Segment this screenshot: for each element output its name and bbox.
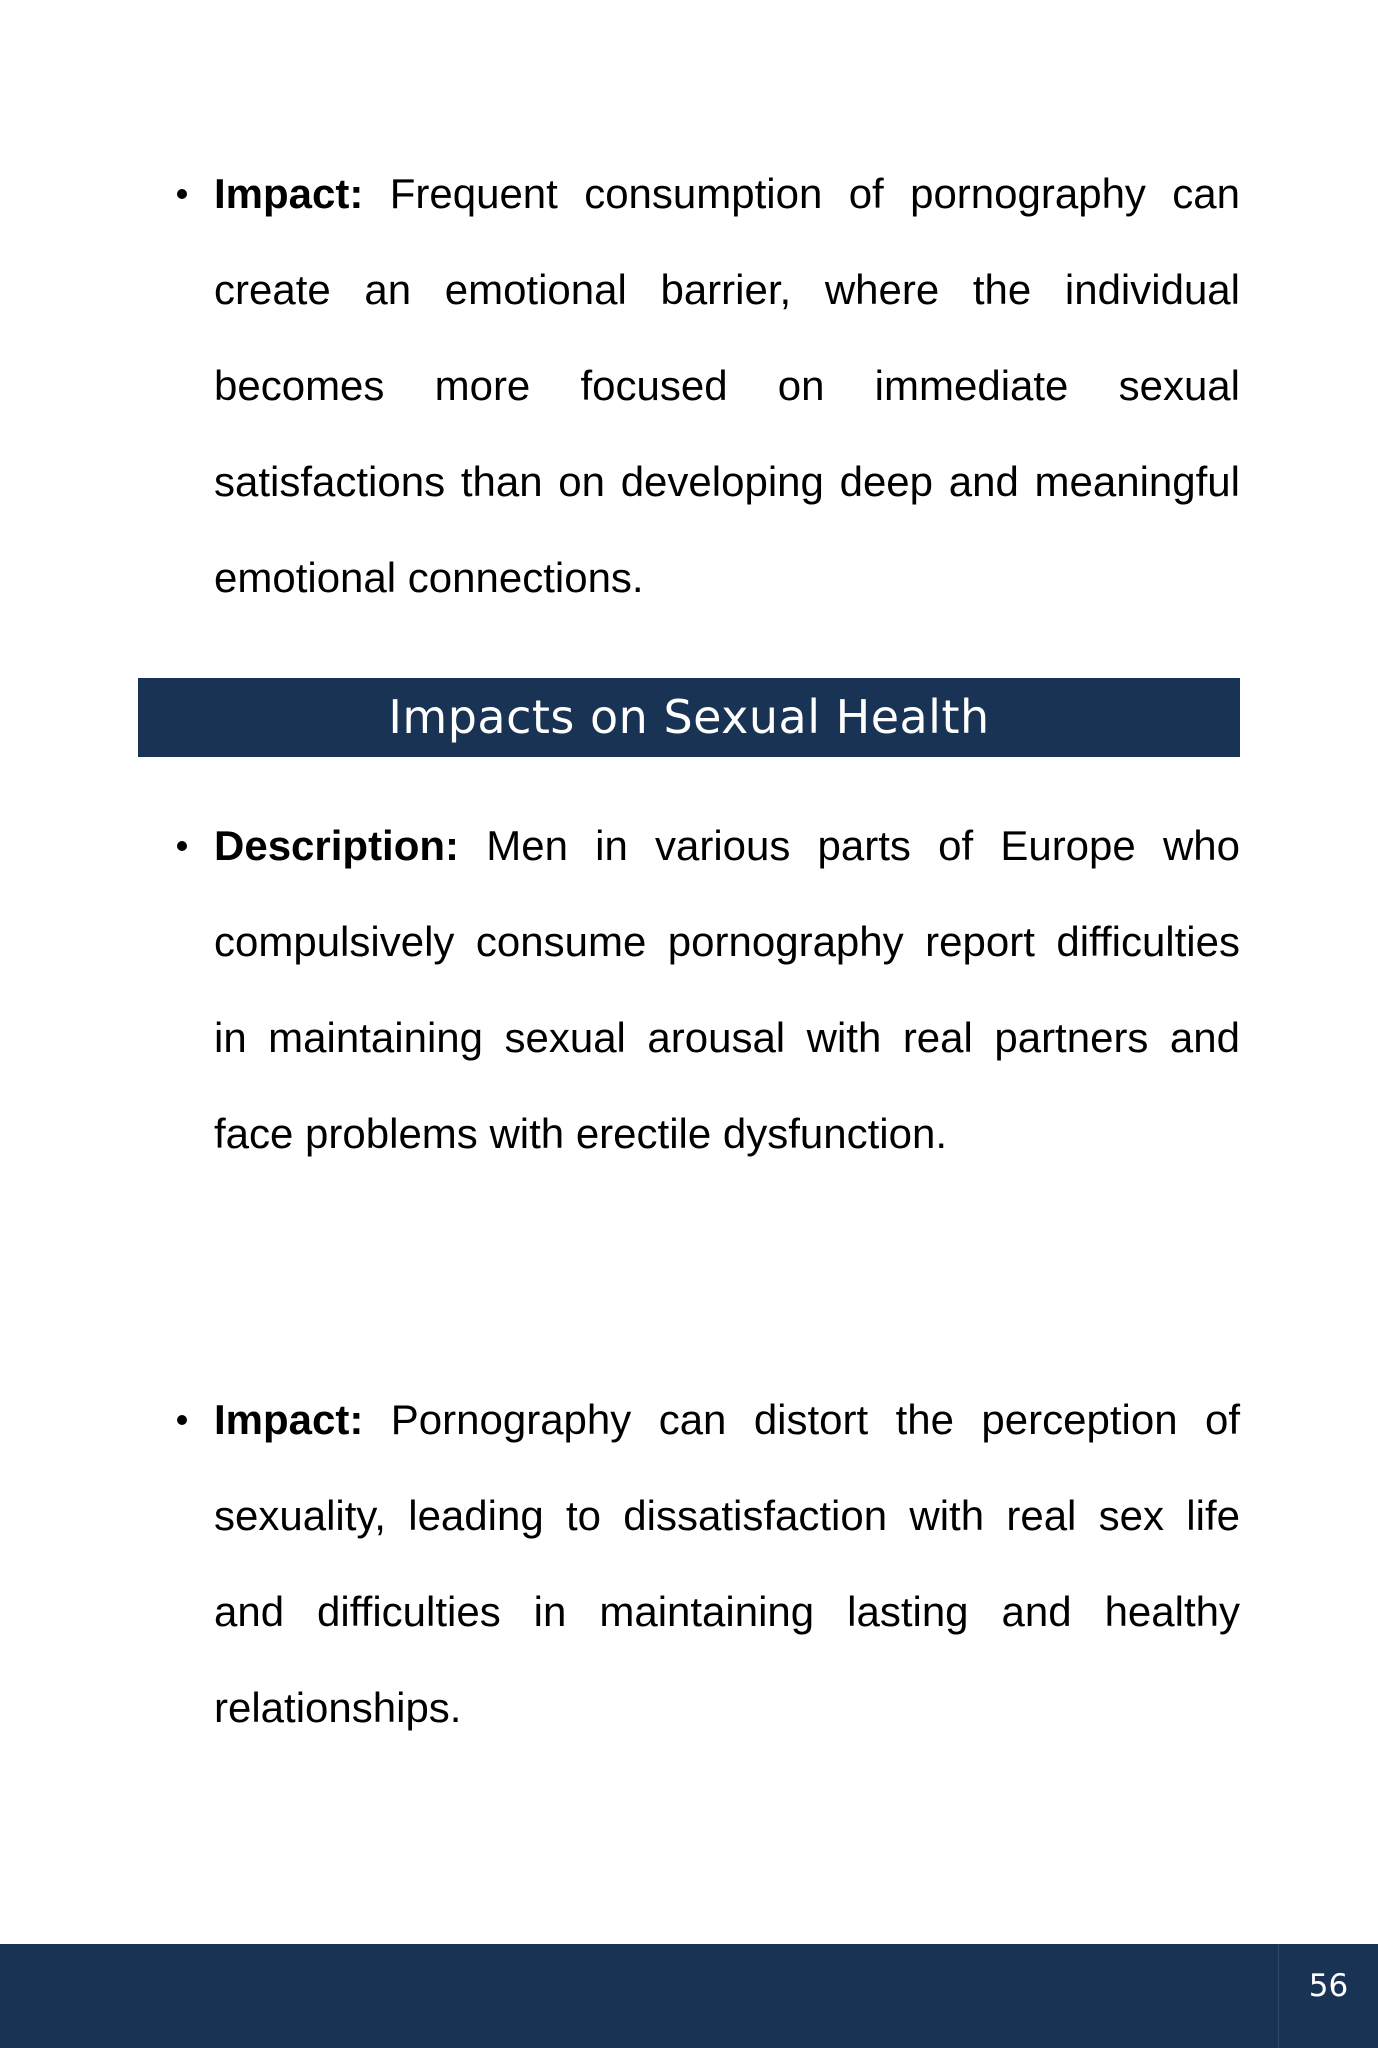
bullet-label: Impact:: [214, 170, 364, 217]
section-heading-title: Impacts on Sexual Health: [388, 690, 990, 744]
bullet-icon: [177, 189, 187, 199]
bullet-text: Frequent consumption of pornography can create an emotional barrier, where the individual becomes more focused on immediate sexual satisfactions than on developing deep and meaningful emotional connections.: [214, 170, 1241, 601]
page-footer: [0, 1944, 1378, 2048]
section-heading-banner: [138, 678, 1240, 757]
bullet-icon: [177, 841, 187, 851]
bullet-item-emotional-impact: [214, 146, 1240, 626]
page-number: 56: [1278, 1944, 1378, 2048]
bullet-text: Men in various parts of Europe who compulsively consume pornography report difficulties in maintaining sexual arousal with real partners and face problems with erectile dysfunction.: [214, 822, 1240, 1157]
bullet-item-description: [214, 798, 1240, 1182]
bullet-label: Impact:: [214, 1396, 364, 1443]
bullet-item-sexual-health-impact: [214, 1372, 1240, 1756]
bullet-text: Pornography can distort the perception of sexuality, leading to dissatisfaction with real sex life and difficulties in maintaining lasting and healthy relationships.: [214, 1396, 1240, 1731]
bullet-icon: [177, 1415, 187, 1425]
bullet-label: Description:: [214, 822, 460, 869]
